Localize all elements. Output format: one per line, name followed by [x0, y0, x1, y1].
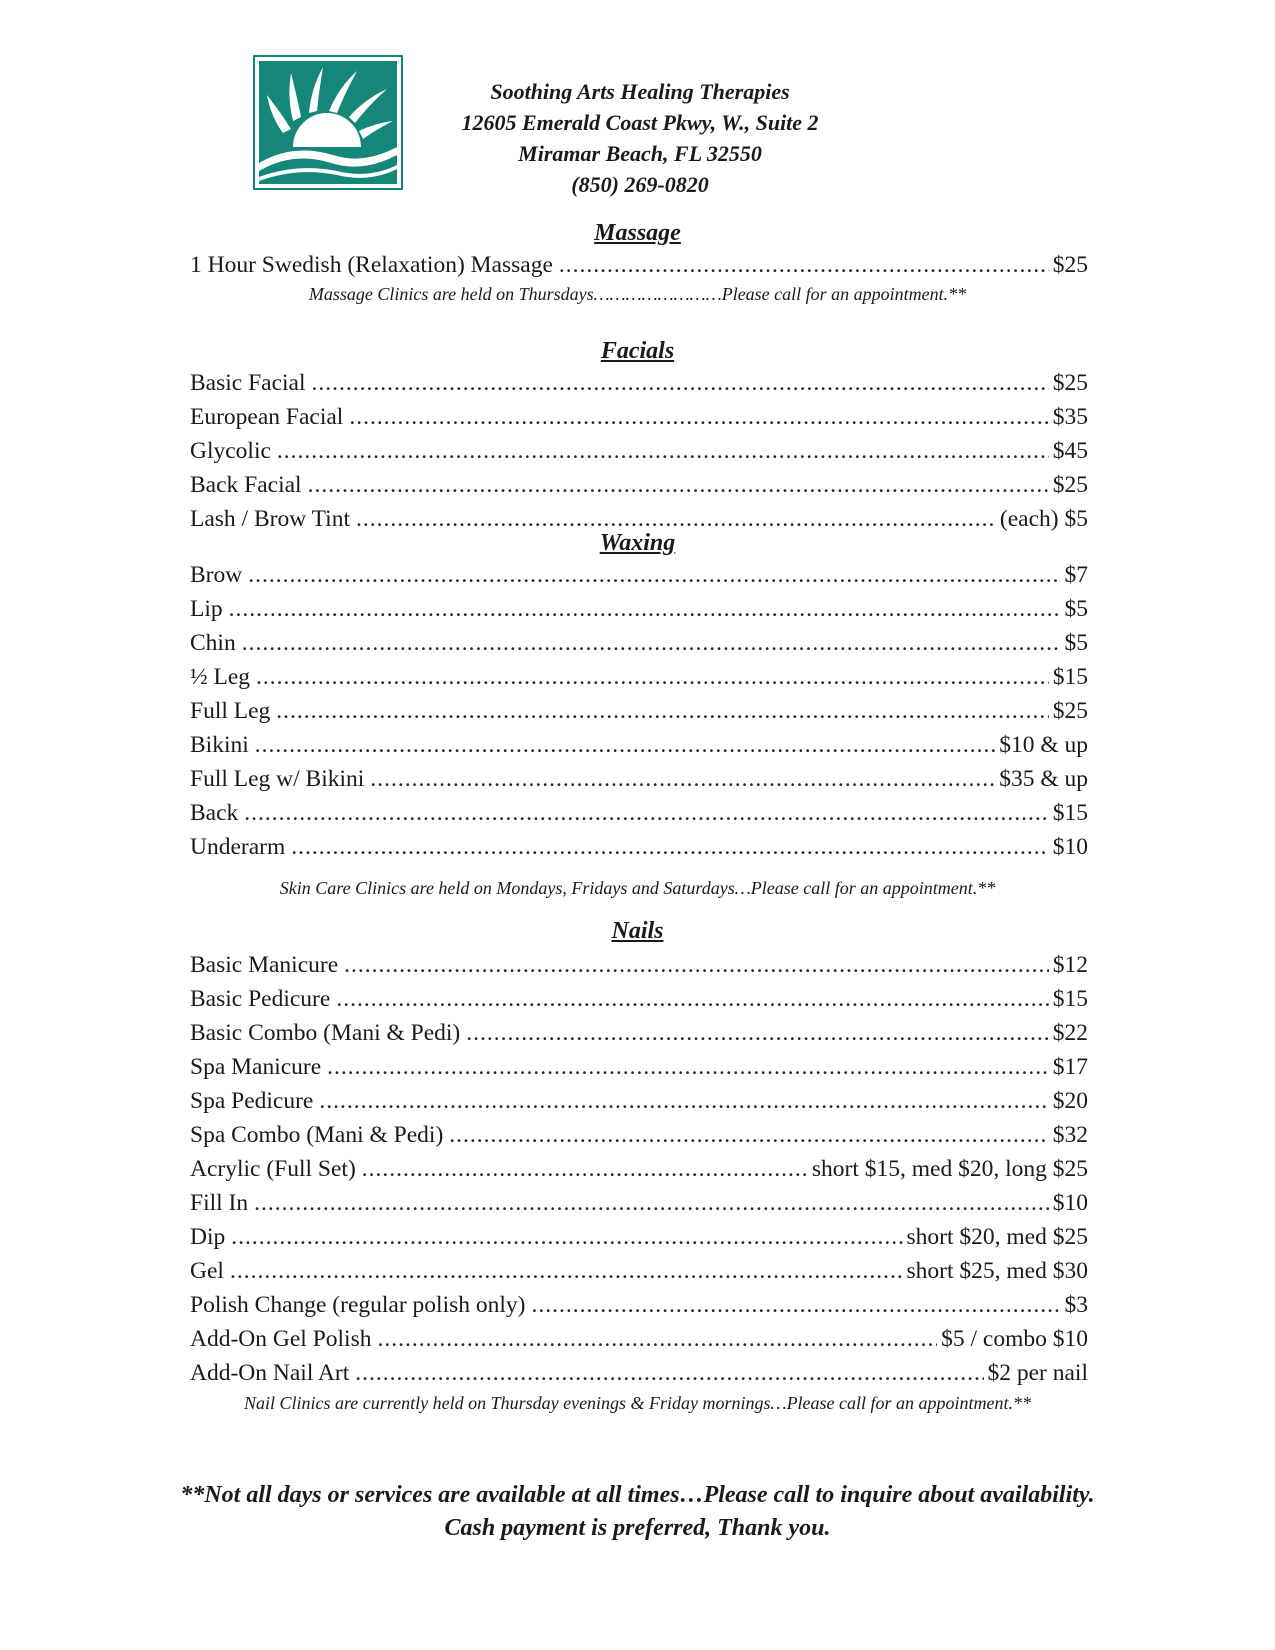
price-list-massage — [190, 248, 1088, 282]
dot-leader — [277, 434, 1049, 468]
dot-leader — [244, 796, 1048, 830]
dot-leader — [362, 1152, 808, 1186]
dot-leader — [256, 660, 1049, 694]
service-price: $15 — [1052, 986, 1088, 1012]
business-name: Soothing Arts Healing Therapies — [490, 79, 790, 104]
service-price: (each) $5 — [999, 506, 1088, 532]
service-name: Bikini — [190, 732, 249, 758]
service-price: $5 — [1064, 630, 1088, 656]
price-row — [190, 558, 1088, 592]
dot-leader — [312, 366, 1049, 400]
service-price: short $15, med $20, long $25 — [811, 1156, 1088, 1182]
service-price: $25 — [1052, 370, 1088, 396]
section-title-massage: Massage — [594, 220, 681, 246]
service-name: Dip — [190, 1224, 226, 1250]
service-price: $22 — [1052, 1020, 1088, 1046]
price-row — [190, 1220, 1088, 1254]
service-price: short $20, med $25 — [906, 1224, 1088, 1250]
sun-over-waves-logo — [253, 55, 403, 190]
price-row — [190, 948, 1088, 982]
price-row — [190, 366, 1088, 400]
price-row — [190, 1118, 1088, 1152]
availability-notice: **Not all days or services are available at all times…Please call to inquire about availability. — [180, 1482, 1095, 1508]
address-line-2: Miramar Beach, FL 32550 — [518, 141, 762, 166]
service-name: Basic Facial — [190, 370, 306, 396]
price-row — [190, 1322, 1088, 1356]
dot-leader — [531, 1288, 1060, 1322]
service-price: $7 — [1064, 562, 1088, 588]
dot-leader — [308, 468, 1049, 502]
service-price: $25 — [1052, 698, 1088, 724]
service-name: 1 Hour Swedish (Relaxation) Massage — [190, 252, 553, 278]
dot-leader — [449, 1118, 1048, 1152]
service-name: ½ Leg — [190, 664, 251, 690]
dot-leader — [377, 1322, 937, 1356]
service-price: $2 per nail — [987, 1360, 1088, 1386]
dot-leader — [370, 762, 995, 796]
dot-leader — [230, 1254, 903, 1288]
price-list-facials — [190, 366, 1088, 536]
service-price: $35 — [1052, 404, 1088, 430]
service-name: Chin — [190, 630, 236, 656]
price-row — [190, 728, 1088, 762]
dot-leader — [229, 592, 1061, 626]
skin-care-clinic-note: Skin Care Clinics are held on Mondays, Fridays and Saturdays…Please call for an appointment.** — [279, 878, 996, 898]
price-row — [190, 1084, 1088, 1118]
price-row — [190, 400, 1088, 434]
dot-leader — [349, 400, 1048, 434]
price-row — [190, 762, 1088, 796]
price-list-nails — [190, 948, 1088, 1390]
section-title-facials: Facials — [600, 338, 675, 364]
service-name: Acrylic (Full Set) — [190, 1156, 356, 1182]
price-row — [190, 1050, 1088, 1084]
service-name: European Facial — [190, 404, 344, 430]
price-row — [190, 434, 1088, 468]
section-title-nails: Nails — [611, 918, 664, 944]
address-line-1: 12605 Emerald Coast Pkwy, W., Suite 2 — [461, 110, 819, 135]
dot-leader — [291, 830, 1048, 864]
phone-number: (850) 269-0820 — [571, 172, 709, 197]
dot-leader — [336, 982, 1048, 1016]
price-row — [190, 592, 1088, 626]
business-header — [430, 76, 850, 200]
price-row — [190, 1254, 1088, 1288]
availability-footer — [0, 1479, 1275, 1545]
price-row — [190, 796, 1088, 830]
service-name: Lip — [190, 596, 223, 622]
service-price: $20 — [1052, 1088, 1088, 1114]
service-name: Brow — [190, 562, 243, 588]
dot-leader — [255, 728, 995, 762]
price-list-waxing — [190, 558, 1088, 864]
service-price: $3 — [1064, 1292, 1088, 1318]
service-name: Full Leg w/ Bikini — [190, 766, 365, 792]
payment-notice: Cash payment is preferred, Thank you. — [444, 1515, 831, 1541]
price-row — [190, 694, 1088, 728]
dot-leader — [355, 1356, 983, 1390]
service-price: $12 — [1052, 952, 1088, 978]
price-row — [190, 1186, 1088, 1220]
service-name: Lash / Brow Tint — [190, 506, 350, 532]
price-row — [190, 1288, 1088, 1322]
service-price: $10 — [1052, 834, 1088, 860]
service-name: Spa Combo (Mani & Pedi) — [190, 1122, 444, 1148]
service-name: Underarm — [190, 834, 286, 860]
massage-clinic-note: Massage Clinics are held on Thursdays……………………Please call for an appointment.** — [308, 284, 967, 304]
service-name: Fill In — [190, 1190, 249, 1216]
service-name: Glycolic — [190, 438, 271, 464]
dot-leader — [344, 948, 1049, 982]
service-name: Basic Pedicure — [190, 986, 331, 1012]
price-row — [190, 982, 1088, 1016]
service-name: Back — [190, 800, 239, 826]
service-price: $10 & up — [999, 732, 1088, 758]
price-row — [190, 468, 1088, 502]
service-name: Add-On Gel Polish — [190, 1326, 372, 1352]
price-row — [190, 626, 1088, 660]
service-price: $25 — [1052, 252, 1088, 278]
dot-leader — [248, 558, 1060, 592]
service-price: short $25, med $30 — [906, 1258, 1088, 1284]
dot-leader — [276, 694, 1048, 728]
service-name: Full Leg — [190, 698, 271, 724]
price-row — [190, 1356, 1088, 1390]
dot-leader — [242, 626, 1061, 660]
price-row — [190, 660, 1088, 694]
dot-leader — [466, 1016, 1049, 1050]
service-name: Basic Combo (Mani & Pedi) — [190, 1020, 461, 1046]
dot-leader — [254, 1186, 1049, 1220]
service-name: Back Facial — [190, 472, 302, 498]
dot-leader — [559, 248, 1049, 282]
price-row — [190, 1016, 1088, 1050]
service-price: $5 — [1064, 596, 1088, 622]
service-price: $45 — [1052, 438, 1088, 464]
service-price: $10 — [1052, 1190, 1088, 1216]
service-name: Add-On Nail Art — [190, 1360, 350, 1386]
service-name: Gel — [190, 1258, 224, 1284]
service-price: $32 — [1052, 1122, 1088, 1148]
service-price: $17 — [1052, 1054, 1088, 1080]
section-title-waxing: Waxing — [599, 530, 676, 556]
price-row — [190, 248, 1088, 282]
service-price: $15 — [1052, 800, 1088, 826]
dot-leader — [319, 1084, 1048, 1118]
service-name: Spa Pedicure — [190, 1088, 314, 1114]
service-name: Polish Change (regular polish only) — [190, 1292, 526, 1318]
service-name: Spa Manicure — [190, 1054, 322, 1080]
service-price: $35 & up — [999, 766, 1088, 792]
price-row — [190, 1152, 1088, 1186]
dot-leader — [327, 1050, 1049, 1084]
dot-leader — [231, 1220, 902, 1254]
service-price: $25 — [1052, 472, 1088, 498]
service-price: $5 / combo $10 — [941, 1326, 1088, 1352]
price-row — [190, 830, 1088, 864]
service-name: Basic Manicure — [190, 952, 339, 978]
service-price: $15 — [1052, 664, 1088, 690]
nail-clinic-note: Nail Clinics are currently held on Thursday evenings & Friday mornings…Please call for an appointment.** — [243, 1393, 1032, 1413]
